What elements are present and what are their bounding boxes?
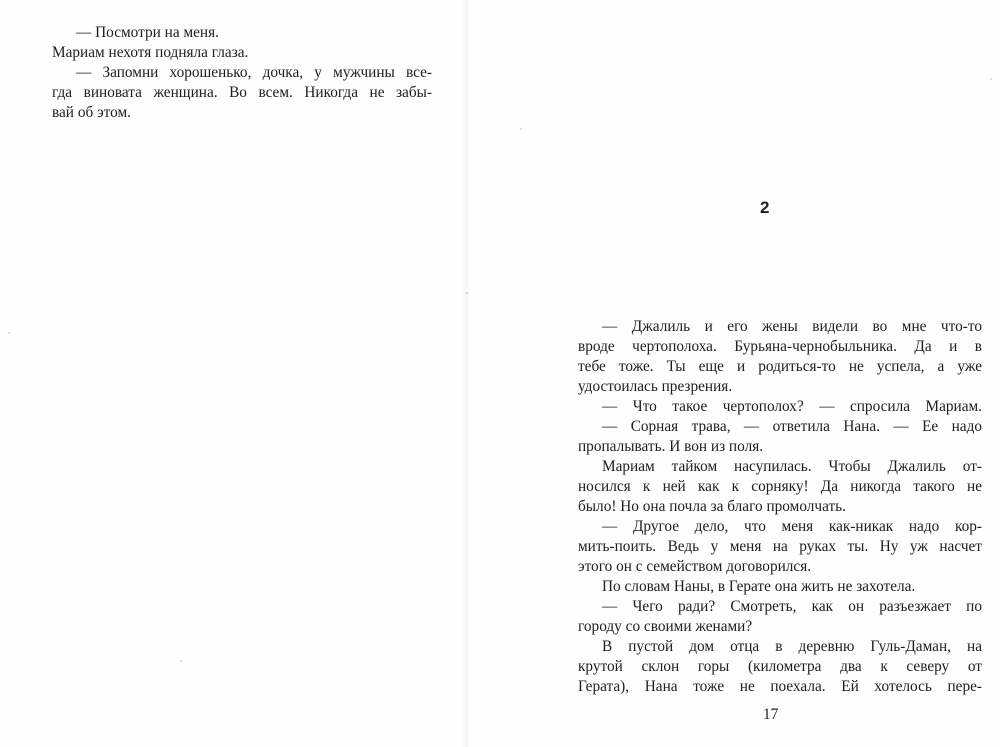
scan-speck <box>520 128 522 130</box>
text-line: — Посмотри на меня. <box>76 24 219 41</box>
text-line: тебе тоже. Ты еще и родиться-то не успела, а уже <box>578 358 982 375</box>
text-line: вроде чертополоха. Бурьяна-чернобыльника. Да и в <box>578 338 982 355</box>
text-line: — Чего ради? Смотреть, как он разъезжает по <box>602 598 982 615</box>
chapter-number: 2 <box>760 198 770 217</box>
text-line: носился к ней как к сорняку! Да никогда такого не <box>578 478 982 495</box>
text-line: — Сорная трава, — ответила Нана. — Ее надо <box>602 418 982 435</box>
text-line: — Джалиль и его жены видели во мне что-то <box>602 318 982 335</box>
text-line: мить-поить. Ведь у меня на руках ты. Ну уж насчет <box>578 538 982 555</box>
text-line: пропалывать. И вон из поля. <box>578 438 764 455</box>
right-page-text <box>578 317 982 697</box>
text-line: вай об этом. <box>52 104 131 121</box>
text-line: городу со своими женами? <box>578 618 753 635</box>
scan-speck <box>466 292 468 294</box>
text-line: было! Но она почла за благо промолчать. <box>578 498 846 515</box>
scan-speck <box>990 78 992 80</box>
text-line: этого он с семейством договорился. <box>578 558 812 575</box>
text-line: Мариам нехотя подняла глаза. <box>52 44 249 61</box>
text-line: В пустой дом отца в деревню Гуль-Даман, на <box>602 638 982 655</box>
text-line: По словам Наны, в Герате она жить не захотела. <box>602 578 916 595</box>
text-line: крутой склон горы (километра два к северу от <box>578 658 982 675</box>
scan-speck <box>180 660 182 662</box>
left-page <box>0 0 470 747</box>
text-line: гда виновата женщина. Во всем. Никогда не забы- <box>52 84 432 101</box>
text-line: — Запомни хорошенько, дочка, у мужчины все- <box>76 64 432 81</box>
text-line: Мариам тайком насупилась. Чтобы Джалиль от- <box>602 458 982 475</box>
right-page <box>470 0 1000 747</box>
text-line: удостоилась презрения. <box>578 378 733 395</box>
page-number: 17 <box>763 706 779 723</box>
scan-speck <box>8 332 10 334</box>
text-line: Герата), Нана тоже не поехала. Ей хотелось пере- <box>578 678 982 695</box>
left-page-text <box>52 23 432 123</box>
text-line: — Другое дело, что меня как-никак надо кор- <box>602 518 982 535</box>
text-line: — Что такое чертополох? — спросила Мариам. <box>602 398 982 415</box>
